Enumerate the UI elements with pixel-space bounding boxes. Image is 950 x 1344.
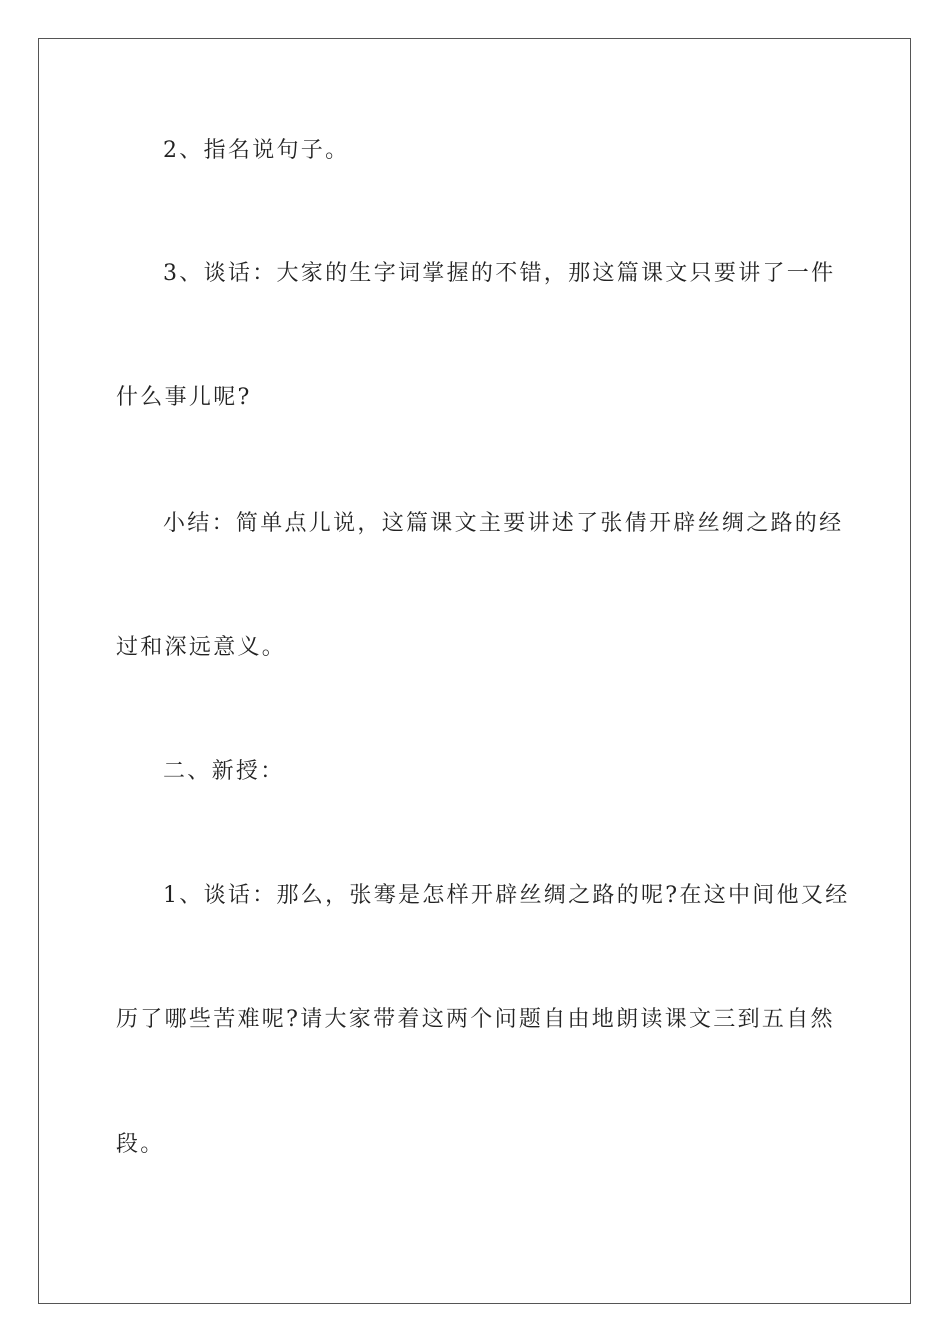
paragraph-line: 历了哪些苦难呢?请大家带着这两个问题自由地朗读课文三到五自然 bbox=[116, 1007, 835, 1032]
paragraph-line: 3、谈话：大家的生字词掌握的不错，那这篇课文只要讲了一件 bbox=[163, 261, 836, 286]
section-heading: 二、新授： bbox=[163, 759, 285, 784]
paragraph-line: 1、谈话：那么，张骞是怎样开辟丝绸之路的呢?在这中间他又经 bbox=[163, 883, 850, 908]
paragraph-line: 2、指名说句子。 bbox=[163, 138, 350, 163]
paragraph-line: 什么事儿呢? bbox=[116, 385, 252, 410]
paragraph-line: 过和深远意义。 bbox=[116, 635, 287, 660]
paragraph-line: 段。 bbox=[116, 1132, 165, 1157]
page-border bbox=[38, 38, 911, 1304]
paragraph-line: 小结：简单点儿说，这篇课文主要讲述了张倩开辟丝绸之路的经 bbox=[163, 511, 844, 536]
